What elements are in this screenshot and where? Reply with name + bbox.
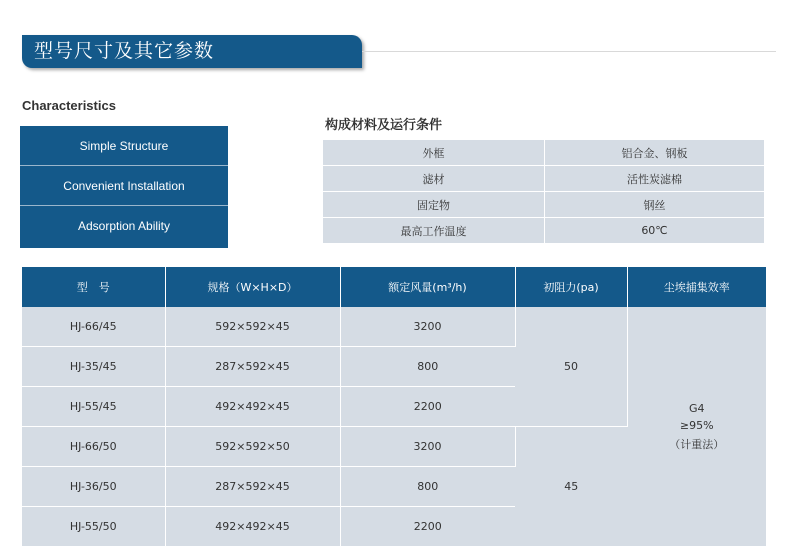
spec-table — [22, 267, 766, 547]
col-header-airflow: 额定风量(m³/h) — [340, 267, 515, 307]
characteristics-heading: Characteristics — [22, 98, 116, 113]
material-value: 铝合金、钢板 — [545, 140, 765, 166]
materials-row — [323, 166, 765, 192]
material-value: 钢丝 — [545, 192, 765, 218]
model-cell: HJ-66/50 — [22, 427, 165, 467]
material-key: 外框 — [323, 140, 545, 166]
efficiency-method: （计重法） — [669, 437, 725, 451]
model-cell: HJ-55/45 — [22, 387, 165, 427]
col-header-resistance: 初阻力(pa) — [515, 267, 627, 307]
resistance-cell: 50 — [515, 307, 627, 427]
resistance-cell: 45 — [515, 427, 627, 547]
airflow-cell: 3200 — [340, 307, 515, 347]
materials-heading: 构成材料及运行条件 — [325, 118, 443, 133]
col-header-model: 型 号 — [22, 267, 165, 307]
model-cell: HJ-36/50 — [22, 467, 165, 507]
spec-header-row — [22, 267, 766, 307]
airflow-cell: 2200 — [340, 507, 515, 547]
materials-row — [323, 218, 765, 244]
efficiency-cell — [627, 307, 766, 547]
efficiency-grade: G4 — [688, 401, 705, 415]
materials-table — [322, 139, 765, 244]
table-row — [22, 307, 766, 347]
materials-row — [323, 192, 765, 218]
size-cell: 287×592×45 — [165, 467, 340, 507]
size-cell: 592×592×50 — [165, 427, 340, 467]
section-title: 型号尺寸及其它参数 — [34, 40, 215, 62]
characteristic-item: Convenient Installation — [20, 166, 228, 206]
efficiency-value: ≥95% — [679, 418, 714, 432]
airflow-cell: 800 — [340, 467, 515, 507]
characteristic-item: Adsorption Ability — [77, 219, 171, 233]
material-key: 固定物 — [323, 192, 545, 218]
model-cell: HJ-35/45 — [22, 347, 165, 387]
airflow-cell: 3200 — [340, 427, 515, 467]
materials-row — [323, 140, 765, 166]
characteristic-item: Simple Structure — [20, 126, 228, 166]
title-divider — [362, 51, 776, 52]
airflow-cell: 2200 — [340, 387, 515, 427]
model-cell: HJ-66/45 — [22, 307, 165, 347]
model-cell: HJ-55/50 — [22, 507, 165, 547]
size-cell: 287×592×45 — [165, 347, 340, 387]
material-value: 60℃ — [545, 218, 765, 244]
col-header-size: 规格（W×H×D） — [165, 267, 340, 307]
size-cell: 592×592×45 — [165, 307, 340, 347]
airflow-cell: 800 — [340, 347, 515, 387]
material-value: 活性炭滤棉 — [545, 166, 765, 192]
size-cell: 492×492×45 — [165, 387, 340, 427]
size-cell: 492×492×45 — [165, 507, 340, 547]
section-title-banner — [22, 35, 362, 68]
material-key: 最高工作温度 — [323, 218, 545, 244]
characteristics-list — [20, 126, 228, 248]
col-header-efficiency: 尘埃捕集效率 — [627, 267, 766, 307]
material-key: 滤材 — [323, 166, 545, 192]
